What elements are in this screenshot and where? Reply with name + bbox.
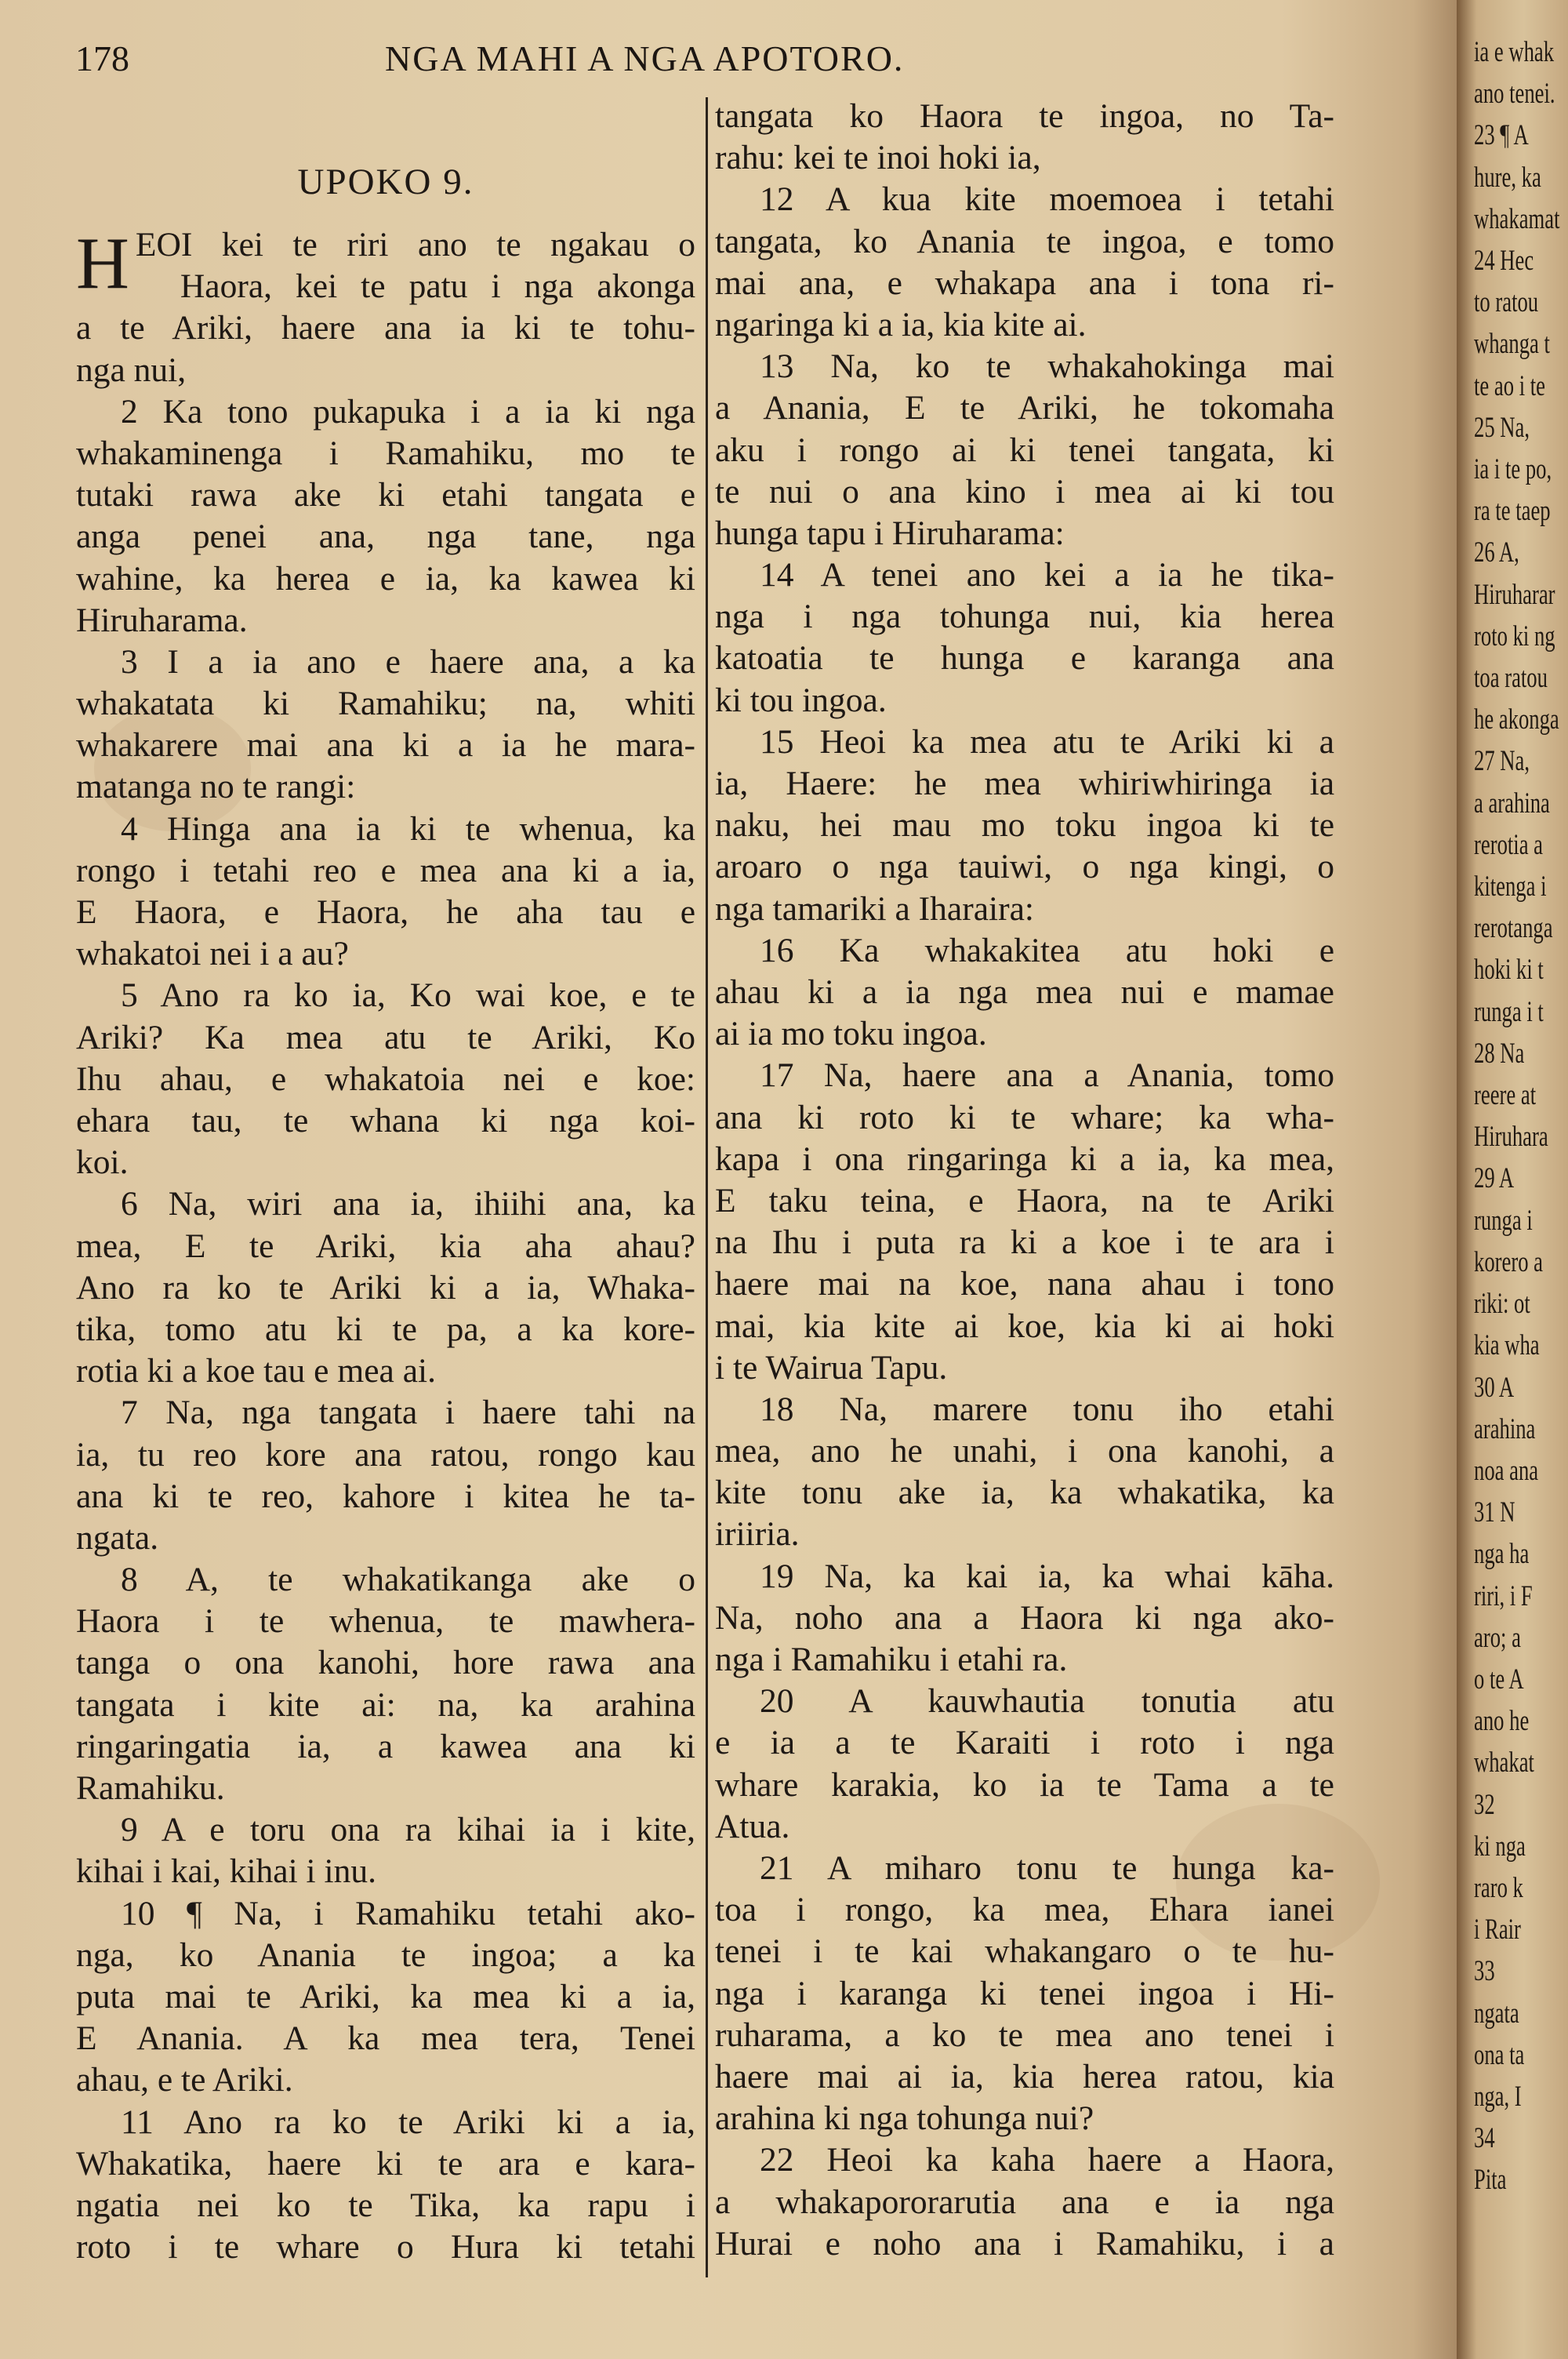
- text-line: Hurai e noho ana i Ramahiku, i a: [715, 2224, 1334, 2263]
- text-line: 11 Ano ra ko te Ariki ki a ia,: [121, 2103, 695, 2141]
- text-line: wahine, ka herea e ia, ka kawea ki: [76, 559, 695, 598]
- adjacent-page-edge: [1457, 0, 1568, 2359]
- text-line: iriiria.: [715, 1515, 800, 1554]
- text-line: ehara tau, te whana ki nga koi-: [76, 1102, 695, 1140]
- adjacent-page-line: runga i t: [1474, 995, 1544, 1028]
- text-line: a te Ariki, haere ana ia ki te tohu-: [76, 309, 695, 347]
- adjacent-page-line: ano he: [1474, 1705, 1530, 1738]
- text-line: whakatoi nei i a au?: [76, 935, 349, 973]
- text-line: 9 A e toru ona ra kihai ia i kite,: [121, 1811, 695, 1849]
- text-line: ahau ki a ia nga mea nui e mamae: [715, 973, 1334, 1012]
- adjacent-page-line: riri, i F: [1474, 1579, 1533, 1612]
- adjacent-page-line: Pita: [1474, 2164, 1507, 2197]
- text-line: ki tou ingoa.: [715, 681, 887, 719]
- text-line: a whakapororarutia ana e ia nga: [715, 2183, 1334, 2221]
- text-line: Atua.: [715, 1807, 790, 1845]
- adjacent-page-line: hoki ki t: [1474, 954, 1544, 987]
- text-line: 20 A kauwhautia tonutia atu: [760, 1682, 1334, 1721]
- text-line: tanga o ona kanohi, hore rawa ana: [76, 1644, 695, 1682]
- text-line: tenei i te kai whakangaro o te hu-: [715, 1932, 1334, 1971]
- adjacent-page-line: whakamat: [1474, 202, 1560, 235]
- text-line: whakarere mai ana ki a ia he mara-: [76, 726, 695, 765]
- text-line: Haora i te whenua, te mawhera-: [76, 1602, 695, 1641]
- adjacent-page-line: to ratou: [1474, 286, 1539, 319]
- text-line: hunga tapu i Hiruharama:: [715, 514, 1065, 552]
- text-line: kite tonu ake ia, ka whakatika, ka: [715, 1474, 1334, 1512]
- adjacent-page-line: Hiruharar: [1474, 578, 1555, 611]
- text-line: haere mai ai ia, kia herea ratou, kia: [715, 2057, 1334, 2095]
- text-line: Ariki? Ka mea atu te Ariki, Ko: [76, 1018, 695, 1056]
- text-line: nga, ko Anania te ingoa; a ka: [76, 1936, 695, 1974]
- text-line: koi.: [76, 1143, 129, 1182]
- left-column-text: [76, 224, 695, 2268]
- adjacent-page-line: ano tenei.: [1474, 78, 1555, 111]
- text-line: Hiruharama.: [76, 601, 248, 639]
- text-line: nga i karanga ki tenei ingoa i Hi-: [715, 1974, 1334, 2012]
- adjacent-page-line: arahina: [1474, 1412, 1536, 1445]
- text-line: whakaminenga i Ramahiku, mo te: [76, 434, 695, 472]
- text-line: kapa i ona ringaringa ki a ia, ka mea,: [715, 1140, 1334, 1178]
- left-column: [76, 96, 695, 2268]
- text-line: 14 A tenei ano kei a ia he tika-: [760, 556, 1334, 594]
- text-line: Whakatika, haere ki te ara e kara-: [76, 2144, 695, 2183]
- text-line: 22 Heoi ka kaha haere a Haora,: [760, 2141, 1334, 2179]
- text-line: 5 Ano ra ko ia, Ko wai koe, e te: [121, 976, 695, 1015]
- text-line: 2 Ka tono pukapuka i a ia ki nga: [121, 392, 695, 431]
- adjacent-page-line: 32: [1474, 1788, 1495, 1821]
- text-line: nga nui,: [76, 351, 187, 389]
- text-line: 18 Na, marere tonu iho etahi: [760, 1390, 1334, 1428]
- text-line: roto i te whare o Hura ki tetahi: [76, 2228, 695, 2266]
- text-line: tangata, ko Anania te ingoa, e tomo: [715, 222, 1334, 260]
- text-line: mea, ano he unahi, i ona kanohi, a: [715, 1432, 1334, 1470]
- text-line: 17 Na, haere ana a Anania, tomo: [760, 1056, 1334, 1095]
- text-line: 7 Na, nga tangata i haere tahi na: [121, 1394, 695, 1432]
- adjacent-page-line: noa ana: [1474, 1454, 1539, 1487]
- text-line: 21 A miharo tonu te hunga ka-: [760, 1849, 1334, 1888]
- text-line: tangata i kite ai: na, ka arahina: [76, 1685, 695, 1724]
- text-line: haere mai na koe, nana ahau i tono: [715, 1265, 1334, 1303]
- adjacent-page-line: whakat: [1474, 1747, 1534, 1779]
- text-line: ringaringatia ia, a kawea ana ki: [76, 1727, 695, 1765]
- text-line: i te Wairua Tapu.: [715, 1348, 948, 1387]
- adjacent-page-line: he akonga: [1474, 703, 1559, 736]
- adjacent-page-line: raro k: [1474, 1871, 1523, 1904]
- adjacent-page-line: ia e whak: [1474, 36, 1555, 68]
- text-line: ngatia nei ko te Tika, ka rapu i: [76, 2186, 695, 2224]
- text-line: matanga no te rangi:: [76, 768, 356, 806]
- text-line: ngaringa ki a ia, kia kite ai.: [715, 305, 1087, 343]
- text-line: Haora, kei te patu i nga akonga: [180, 267, 695, 306]
- column-divider: [706, 97, 708, 2277]
- adjacent-page-line: 23 ¶ A: [1474, 119, 1529, 152]
- text-line: 8 A, te whakatikanga ake o: [121, 1561, 695, 1599]
- text-line: 6 Na, wiri ana ia, ihiihi ana, ka: [121, 1185, 695, 1223]
- text-line: E Haora, e Haora, he aha tau e: [76, 893, 695, 932]
- text-line: ia, Haere: he mea whiriwhiringa ia: [715, 765, 1334, 803]
- adjacent-page-line: runga i: [1474, 1204, 1533, 1237]
- adjacent-page-line: rerotia a: [1474, 828, 1544, 861]
- right-column-text: [715, 96, 1334, 2265]
- text-line: 13 Na, ko te whakahokinga mai: [760, 347, 1334, 386]
- adjacent-page-text: [1474, 31, 1560, 2201]
- adjacent-page-line: aro; a: [1474, 1621, 1521, 1654]
- drop-cap: H: [76, 223, 129, 304]
- adjacent-page-line: ona ta: [1474, 2038, 1525, 2071]
- adjacent-page-line: 24 Hec: [1474, 245, 1534, 278]
- text-line: rongo i tetahi reo e mea ana ki a ia,: [76, 851, 695, 889]
- chapter-heading: UPOKO 9.: [297, 162, 474, 202]
- adjacent-page-line: whanga t: [1474, 328, 1550, 361]
- text-line: tutaki rawa ake ki etahi tangata e: [76, 476, 695, 514]
- adjacent-page-line: nga ha: [1474, 1538, 1530, 1571]
- adjacent-page-line: hure, ka: [1474, 161, 1541, 194]
- text-line: rahu: kei te inoi hoki ia,: [715, 139, 1041, 177]
- adjacent-page-line: 30 A: [1474, 1371, 1515, 1404]
- text-line: 12 A kua kite moemoea i tetahi: [760, 180, 1334, 219]
- text-line: nga i Ramahiku i etahi ra.: [715, 1641, 1068, 1679]
- adjacent-page-line: rerotanga: [1474, 912, 1553, 945]
- adjacent-page-line: te ao i te: [1474, 369, 1545, 402]
- text-line: e ia a te Karaiti i roto i nga: [715, 1724, 1334, 1762]
- adjacent-page-line: ra te taep: [1474, 495, 1551, 528]
- adjacent-page-line: riki: ot: [1474, 1288, 1530, 1321]
- text-line: ia, tu reo kore ana ratou, rongo kau: [76, 1435, 695, 1474]
- adjacent-page-line: 33: [1474, 1955, 1495, 1988]
- text-line: te nui o ana kino i mea ai ki tou: [715, 472, 1334, 511]
- adjacent-page-line: 28 Na: [1474, 1037, 1525, 1070]
- text-line: puta mai te Ariki, ka mea ki a ia,: [76, 1978, 695, 2016]
- adjacent-page-line: 25 Na,: [1474, 411, 1530, 444]
- adjacent-page-line: 26 A,: [1474, 536, 1519, 569]
- running-head: NGA MAHI A NGA APOTORO.: [385, 38, 905, 78]
- text-line: tangata ko Haora te ingoa, no Ta-: [715, 97, 1334, 135]
- adjacent-page-line: 34: [1474, 2122, 1495, 2155]
- text-line: arahina ki nga tohunga nui?: [715, 2099, 1094, 2138]
- page-header: [75, 38, 1040, 85]
- text-line: kihai i kai, kihai i inu.: [76, 1852, 376, 1891]
- text-line: toa i rongo, ka mea, Ehara ianei: [715, 1891, 1334, 1929]
- text-line: E Anania. A ka mea tera, Tenei: [76, 2019, 695, 2058]
- text-line: aroaro o nga tauiwi, o nga kingi, o: [715, 848, 1334, 886]
- adjacent-page-line: roto ki ng: [1474, 620, 1555, 652]
- text-line: Ramahiku.: [76, 1769, 225, 1808]
- adjacent-page-line: ia i te po,: [1474, 453, 1552, 486]
- adjacent-page-line: ngata: [1474, 1997, 1519, 2030]
- text-line: 10 ¶ Na, i Ramahiku tetahi ako-: [121, 1894, 695, 1932]
- text-line: 4 Hinga ana ia ki te whenua, ka: [121, 809, 695, 848]
- adjacent-page-line: kia wha: [1474, 1329, 1540, 1362]
- adjacent-page-line: a arahina: [1474, 787, 1550, 820]
- text-line: a Anania, E te Ariki, he tokomaha: [715, 389, 1334, 427]
- text-line: whare karakia, ko ia te Tama a te: [715, 1765, 1334, 1804]
- adjacent-page-line: i Rair: [1474, 1914, 1521, 1946]
- text-line: 19 Na, ka kai ia, ka whai kāha.: [760, 1557, 1334, 1595]
- text-line: aku i rongo ai ki tenei tangata, ki: [715, 431, 1334, 469]
- text-line: 16 Ka whakakitea atu hoki e: [760, 931, 1334, 969]
- text-line: E taku teina, e Haora, na te Ariki: [715, 1181, 1334, 1219]
- text-line: Ano ra ko te Ariki ki a ia, Whaka-: [76, 1268, 695, 1307]
- text-line: naku, hei mau mo toku ingoa ki te: [715, 806, 1334, 845]
- page-number: 178: [75, 38, 129, 78]
- text-line: mai, kia kite ai koe, kia ki ai hoki: [715, 1307, 1334, 1345]
- adjacent-page-line: 27 Na,: [1474, 745, 1530, 778]
- text-line: nga tamariki a Iharaira:: [715, 889, 1034, 928]
- adjacent-page-line: reere at: [1474, 1079, 1537, 1112]
- text-line: ahau, e te Ariki.: [76, 2061, 293, 2099]
- text-line: ai ia mo toku ingoa.: [715, 1015, 987, 1053]
- text-line: tika, tomo atu ki te pa, a ka kore-: [76, 1310, 695, 1348]
- text-line: ana ki te reo, kahore i kitea he ta-: [76, 1477, 695, 1515]
- text-line: nga i nga tohunga nui, kia herea: [715, 598, 1334, 636]
- text-line: 3 I a ia ano e haere ana, a ka: [121, 642, 695, 681]
- text-line: katoatia te hunga e karanga ana: [715, 639, 1334, 678]
- adjacent-page-line: nga, I: [1474, 2080, 1522, 2113]
- adjacent-page-line: Hiruhara: [1474, 1121, 1548, 1154]
- adjacent-page-line: ki nga: [1474, 1830, 1526, 1863]
- text-line: mai ana, e whakapa ana i tona ri-: [715, 264, 1334, 302]
- text-line: mea, E te Ariki, kia aha ahau?: [76, 1227, 695, 1265]
- right-column: [715, 96, 1334, 2265]
- text-line: Na, noho ana a Haora ki nga ako-: [715, 1598, 1334, 1637]
- adjacent-page-line: o te A: [1474, 1663, 1524, 1696]
- text-line: anga penei ana, nga tane, nga: [76, 518, 695, 556]
- text-line: 15 Heoi ka mea atu te Ariki ki a: [760, 722, 1334, 761]
- adjacent-page-line: kitenga i: [1474, 871, 1547, 903]
- text-line: ruharama, a ko te mea ano tenei i: [715, 2016, 1334, 2054]
- adjacent-page-line: toa ratou: [1474, 662, 1548, 695]
- text-line: rotia ki a koe tau e mea ai.: [76, 1352, 436, 1390]
- text-line: Ihu ahau, e whakatoia nei e koe:: [76, 1060, 695, 1098]
- text-line: ngata.: [76, 1518, 159, 1557]
- adjacent-page-line: 31 N: [1474, 1496, 1515, 1529]
- text-line: ana ki roto ki te whare; ka wha-: [715, 1098, 1334, 1136]
- text-line: whakatata ki Ramahiku; na, whiti: [76, 685, 695, 723]
- text-line: EOI kei te riri ano te ngakau o: [135, 226, 695, 264]
- adjacent-page-line: korero a: [1474, 1245, 1544, 1278]
- adjacent-page-line: 29 A: [1474, 1162, 1515, 1195]
- text-line: na Ihu i puta ra ki a koe i te ara i: [715, 1223, 1334, 1262]
